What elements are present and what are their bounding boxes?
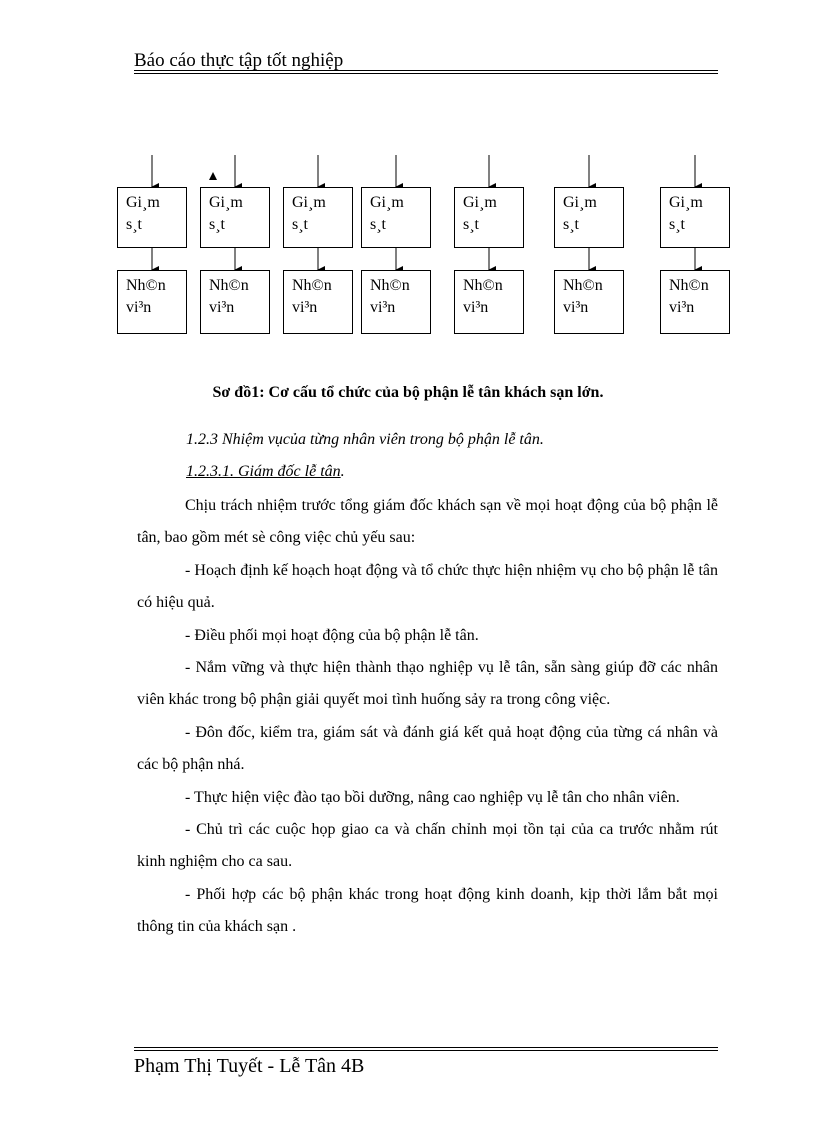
supervisor-box-line: s¸t — [563, 216, 579, 233]
page-header-title: Báo cáo thực tập tốt nghiệp — [134, 50, 344, 71]
supervisor-box-line: Gi¸m — [463, 194, 497, 211]
staff-box — [361, 270, 431, 334]
supervisor-box — [554, 187, 624, 248]
supervisor-box-line: Gi¸m — [669, 194, 703, 211]
header-rule-bottom — [134, 73, 718, 74]
staff-box — [283, 270, 353, 334]
org-chart — [0, 140, 816, 350]
supervisor-box — [361, 187, 431, 248]
section-heading: 1.2.3 Nhiệm vụcủa từng nhân viên trong bộ phận lễ tân. — [186, 431, 544, 448]
staff-box-line: vi³n — [209, 299, 235, 316]
staff-box-line: Nh©n — [463, 277, 503, 294]
footer-rule-bottom — [134, 1050, 718, 1051]
staff-box-line: Nh©n — [370, 277, 410, 294]
paragraph: - Phối hợp các bộ phận khác trong hoạt động kinh doanh, kịp thời lắm bắt mọi thông tin của khách sạn . — [137, 885, 718, 936]
stray-arrowhead — [209, 172, 217, 180]
supervisor-box-line: s¸t — [370, 216, 386, 233]
subsection-heading-suffix: . — [340, 463, 345, 480]
header-rule-top — [134, 70, 718, 71]
paragraph: - Hoạch định kế hoạch hoạt động và tổ chức thực hiện nhiệm vụ cho bộ phận lễ tân có hiệu quả. — [137, 561, 718, 612]
subsection-heading-title: 1.2.3.1. Giám đốc lễ tân — [186, 463, 341, 480]
paragraph: - Chủ trì các cuộc họp giao ca và chấn chỉnh mọi tồn tại của ca trước nhằm rút kinh nghiệm cho ca sau. — [137, 821, 718, 871]
paragraph: Chịu trách nhiệm trước tổng giám đốc khách sạn về mọi hoạt động của bộ phận lễ tân, bao gồm mét sè công việc chủ yếu sau: — [137, 497, 718, 547]
paragraph: - Nắm vững và thực hiện thành thạo nghiệp vụ lễ tân, sẵn sàng giúp đỡ các nhân viên khác trong bộ phận giải quyết moi tình huống sảy ra trong công việc. — [137, 659, 718, 709]
staff-box-line: vi³n — [370, 299, 396, 316]
supervisor-box — [660, 187, 730, 248]
staff-box — [200, 270, 270, 334]
supervisor-box-line: Gi¸m — [292, 194, 326, 211]
staff-box-line: Nh©n — [563, 277, 603, 294]
staff-box-line: vi³n — [126, 299, 152, 316]
supervisor-box-line: s¸t — [463, 216, 479, 233]
supervisor-box-line: Gi¸m — [209, 194, 243, 211]
staff-box-line: vi³n — [292, 299, 318, 316]
paragraph: - Thực hiện việc đào tạo bồi dưỡng, nâng cao nghiệp vụ lễ tân cho nhân viên. — [185, 788, 680, 806]
staff-box-line: vi³n — [563, 299, 589, 316]
body-text — [137, 490, 718, 944]
staff-box-line: vi³n — [463, 299, 489, 316]
supervisor-box-line: Gi¸m — [126, 194, 160, 211]
supervisor-box — [454, 187, 524, 248]
staff-box-line: vi³n — [669, 299, 695, 316]
staff-box-line: Nh©n — [209, 277, 249, 294]
staff-box — [554, 270, 624, 334]
supervisor-box-line: s¸t — [126, 216, 142, 233]
supervisor-box-line: s¸t — [292, 216, 308, 233]
supervisor-box — [117, 187, 187, 248]
supervisor-box-line: Gi¸m — [563, 194, 597, 211]
paragraph: - Đôn đốc, kiểm tra, giám sát và đánh giá kết quả hoạt động của từng cá nhân và các bộ phận nhá. — [137, 723, 718, 774]
supervisor-box-line: s¸t — [209, 216, 225, 233]
supervisor-box — [200, 187, 270, 248]
staff-box — [660, 270, 730, 334]
paragraph: - Điều phối mọi hoạt động của bộ phận lễ tân. — [185, 626, 479, 644]
staff-box-line: Nh©n — [292, 277, 332, 294]
diagram-caption: Sơ đồ1: Cơ cấu tổ chức của bộ phận lễ tân khách sạn lớn. — [212, 384, 604, 401]
staff-box-line: Nh©n — [126, 277, 166, 294]
supervisor-box-line: s¸t — [669, 216, 685, 233]
staff-box — [454, 270, 524, 334]
supervisor-box-line: Gi¸m — [370, 194, 404, 211]
staff-box-line: Nh©n — [669, 277, 709, 294]
supervisor-box — [283, 187, 353, 248]
subsection-heading — [186, 462, 345, 482]
footer-rule-top — [134, 1047, 718, 1048]
staff-box — [117, 270, 187, 334]
page-footer-text: Phạm Thị Tuyết - Lễ Tân 4B — [134, 1055, 365, 1077]
